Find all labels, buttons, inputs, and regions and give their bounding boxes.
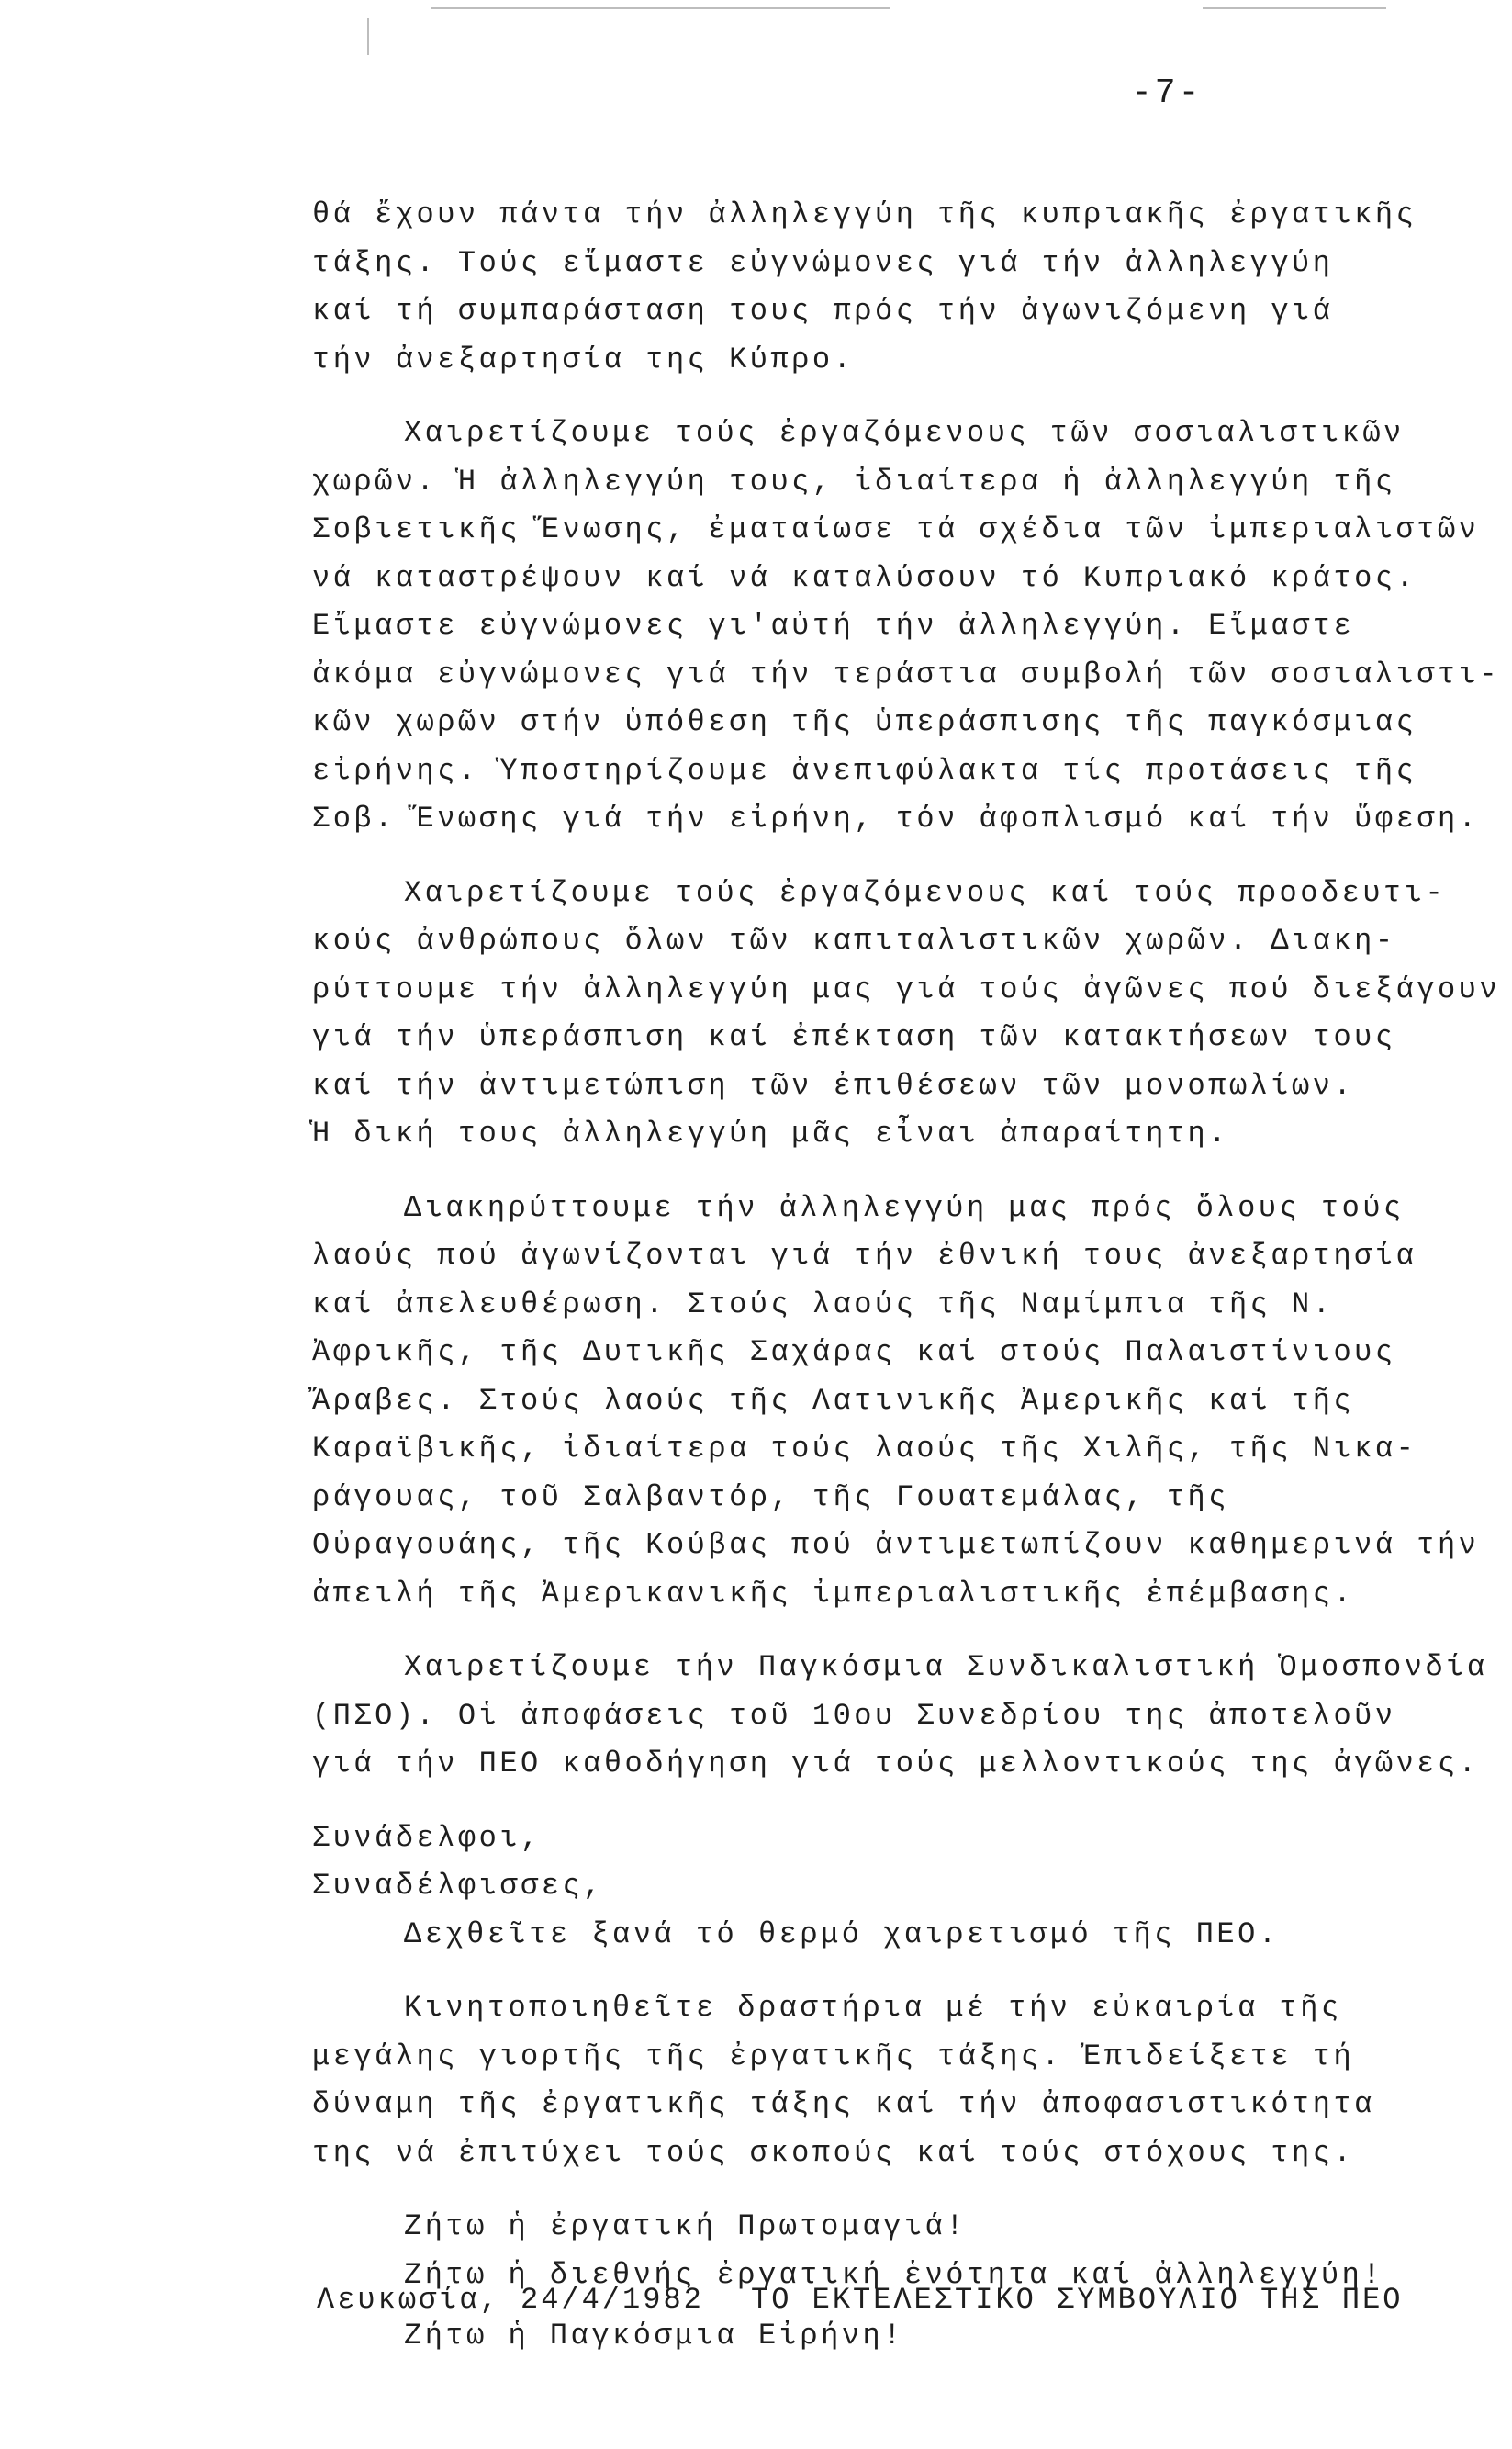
scan-artifact-line (1203, 7, 1386, 9)
text-line: γιά τήν ΠΕΟ καθοδήγηση γιά τούς μελλοντικούς της ἀγῶνες. (312, 1747, 1480, 1781)
text-line: ἀκόμα εὐγνώμονες γιά τήν τεράστια συμβολή τῶν σοσιαλιστι- (312, 657, 1501, 691)
text-line: της νά ἐπιτύχει τούς σκοπούς καί τούς στόχους της. (312, 2135, 1355, 2170)
text-line: ρύττουμε τήν ἀλληλεγγύη μας γιά τούς ἀγῶνες πού διεξάγουν (312, 972, 1501, 1006)
paragraph (312, 1644, 1488, 1789)
text-line: μεγάλης γιορτῆς τῆς ἐργατικῆς τάξης. Ἐπιδείξετε τή (312, 2039, 1355, 2073)
slogan-line: Ζήτω ἡ ἐργατική Πρωτομαγιά! (404, 2209, 967, 2243)
paragraph (312, 870, 1501, 1159)
text-line: Διακηρύττουμε τήν ἀλληλεγγύη μας πρός ὅλους τούς (404, 1190, 1405, 1225)
text-line: χωρῶν. Ἡ ἀλληλεγγύη τους, ἰδιαίτερα ἡ ἀλληλεγγύη τῆς (312, 464, 1396, 499)
scan-artifact-mark (367, 18, 369, 55)
text-line: Χαιρετίζουμε τούς ἐργαζόμενους τῶν σοσιαλιστικῶν (404, 416, 1405, 450)
text-line: Σοβιετικῆς Ἕνωσης, ἐματαίωσε τά σχέδια τῶν ἰμπεριαλιστῶν (312, 512, 1480, 546)
text-line: εἰρήνης. Ὑποστηρίζουμε ἀνεπιφύλακτα τίς προτάσεις τῆς (312, 753, 1417, 788)
text-line: καί τή συμπαράσταση τους πρός τήν ἀγωνιζόμενη γιά (312, 294, 1334, 328)
text-line: γιά τήν ὑπεράσπιση καί ἐπέκταση τῶν κατακτήσεων τους (312, 1020, 1396, 1054)
call-to-action (312, 1984, 1414, 2177)
salutation (312, 1814, 1414, 1960)
text-line: Ἡ δική τους ἀλληλεγγύη μᾶς εἶναι ἀπαραίτητη. (312, 1117, 1229, 1151)
text-line: ράγουας, τοῦ Σαλβαντόρ, τῆς Γουατεμάλας, τῆς (312, 1479, 1229, 1514)
text-line: Ἀφρικῆς, τῆς Δυτικῆς Σαχάρας καί στούς Παλαιστίνιους (312, 1335, 1396, 1369)
salutation-line: Συνάδελφοι, (312, 1820, 542, 1855)
greeting-line: Δεχθεῖτε ξανά τό θερμό χαιρετισμό τῆς ΠΕΟ. (404, 1916, 1280, 1951)
signatory: ΤΟ ΕΚΤΕΛΕΣΤΙΚΟ ΣΥΜΒΟΥΛΙΟ ΤΗΣ ΠΕΟ (751, 2283, 1404, 2317)
text-line: Εἴμαστε εὐγνώμονες γι'αὐτή τήν ἀλληλεγγύη. Εἴμαστε (312, 609, 1355, 643)
text-line: Κινητοποιηθεῖτε δραστήρια μέ τήν εὐκαιρία τῆς (404, 1991, 1342, 2025)
text-line: κούς ἀνθρώπους ὅλων τῶν καπιταλιστικῶν χωρῶν. Διακη- (312, 924, 1396, 958)
text-line: Σοβ. Ἕνωσης γιά τήν εἰρήνη, τόν ἀφοπλισμό καί τήν ὕφεση. (312, 802, 1480, 836)
text-line: καί τήν ἀντιμετώπιση τῶν ἐπιθέσεων τῶν μονοπωλίων. (312, 1068, 1355, 1103)
text-line: θά ἔχουν πάντα τήν ἀλληλεγγύη τῆς κυπριακῆς ἐργατικῆς (312, 197, 1417, 231)
document-body (312, 191, 1501, 2361)
scan-artifact-line (431, 7, 890, 9)
slogan-line: Ζήτω ἡ διεθνής ἐργατική ἑνότητα καί ἀλληλεγγύη! (404, 2257, 1384, 2292)
text-line: δύναμη τῆς ἐργατικῆς τάξης καί τήν ἀποφασιστικότητα (312, 2087, 1375, 2121)
text-line: ἀπειλή τῆς Ἀμερικανικῆς ἰμπεριαλιστικῆς ἐπέμβασης. (312, 1576, 1355, 1611)
text-line: Οὐραγουάης, τῆς Κούβας πού ἀντιμετωπίζουν καθημερινά τήν (312, 1528, 1480, 1562)
text-line: καί ἀπελευθέρωση. Στούς λαούς τῆς Ναμίμπια τῆς Ν. (312, 1286, 1334, 1321)
slogan-line: Ζήτω ἡ Παγκόσμια Εἰρήνη! (404, 2319, 904, 2353)
text-line: Χαιρετίζουμε τούς ἐργαζόμενους καί τούς προοδευτι- (404, 875, 1447, 910)
text-line: Χαιρετίζουμε τήν Παγκόσμια Συνδικαλιστική Ὁμοσπονδία (404, 1650, 1488, 1684)
slogans (312, 2203, 1414, 2361)
paragraph (312, 1185, 1480, 1619)
paragraph (312, 410, 1501, 844)
text-line: λαούς πού ἀγωνίζονται γιά τήν ἐθνική τους ἀνεξαρτησία (312, 1239, 1417, 1273)
text-line: κῶν χωρῶν στήν ὑπόθεση τῆς ὑπεράσπισης τῆς παγκόσμιας (312, 705, 1417, 739)
salutation-line: Συναδέλφισσες, (312, 1869, 604, 1903)
text-line: τήν ἀνεξαρτησία της Κύπρο. (312, 342, 855, 376)
text-line: τάξης. Τούς εἴμαστε εὐγνώμονες γιά τήν ἀλληλεγγύη (312, 245, 1334, 280)
page-number: -7- (1131, 73, 1203, 113)
text-line: Ἄραβες. Στούς λαούς τῆς Λατινικῆς Ἀμερικῆς καί τῆς (312, 1383, 1355, 1418)
text-line: Καραϊβικῆς, ἰδιαίτερα τούς λαούς τῆς Χιλῆς, τῆς Νικα- (312, 1432, 1417, 1466)
place-date: Λευκωσία, 24/4/1982 (317, 2283, 704, 2317)
text-line: (ΠΣΟ). Οἱ ἀποφάσεις τοῦ 10ου Συνεδρίου της ἀποτελοῦν (312, 1698, 1396, 1733)
text-line: νά καταστρέψουν καί νά καταλύσουν τό Κυπριακό κράτος. (312, 560, 1417, 595)
paragraph (312, 191, 1417, 384)
